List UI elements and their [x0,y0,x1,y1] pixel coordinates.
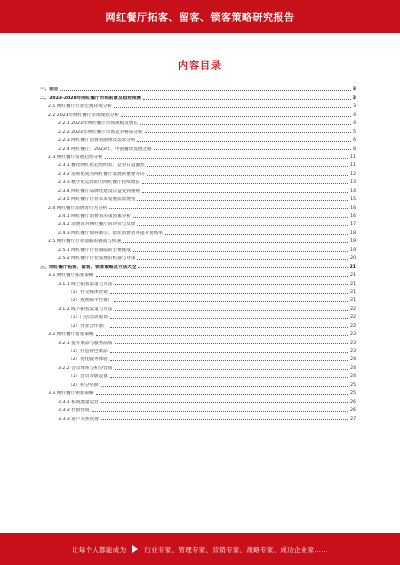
toc-entry-title: 2.3.4 网红餐厅品牌化建设日益受到重视 [58,188,141,194]
footer-slogan-right: 行业专家、管理专家、营销专家、战略专家、成功企业家…… [144,545,328,554]
toc-entry-title: 2.5.1 网红餐厅行业面临的主要挑战 [58,247,131,253]
toc-entry-title: 3.3.3 客户关系管理 [58,416,99,422]
toc-leader-dots [96,276,349,277]
toc-entry-title: 3.3 网红餐厅锁客策略 [48,391,94,397]
toc-entry-title: 2.4 网红餐厅消费者行为分析 [48,205,108,211]
toc-entry[interactable] [40,118,356,126]
toc-entry-title: 2.5.2 网红餐厅行业发展的机遇与对策 [58,256,136,262]
toc-entry-title: 2.4.1 网红餐厅消费者决策因素分析 [58,214,131,219]
toc-entry-page: 13 [350,180,356,186]
toc-entry-title: 3.2 网红餐厅留客策略 [48,332,94,338]
toc-entry-page: 4 [353,121,356,127]
toc-entry-page: 25 [350,391,356,397]
toc-leader-dots [154,149,351,150]
toc-leader-dots [101,419,348,420]
toc-leader-dots [121,116,351,117]
toc-leader-dots [110,360,348,361]
toc-entry-title: 3.1 网红餐厅拓客策略 [48,273,94,279]
toc-entry-title: 2.2.1 2023年网红餐厅市场规模及增长 [58,121,138,127]
toc-entry[interactable] [40,185,356,193]
toc-leader-dots [105,158,348,159]
toc-entry-title: 2.2.4 网红餐厅：2023年，中国餐饮发展之路 [58,146,152,152]
toc-entry[interactable] [40,211,356,219]
toc-entry-title: 2.2.2 2023年网红餐厅市场竞争格局分析 [58,129,143,135]
toc-entry-page: 6 [353,138,356,144]
toc-entry[interactable] [40,84,356,92]
toc-entry-page: 21 [349,264,356,270]
toc-leader-dots [133,251,348,252]
toc-entry-page: 19 [350,239,356,245]
toc-leader-dots [110,377,348,378]
toc-entry-page: 14 [350,188,356,194]
toc-entry-page: 27 [350,416,356,422]
toc-leader-dots [96,394,349,395]
toc-entry-page: 5 [353,129,356,135]
toc-entry[interactable] [40,346,356,354]
toc-entry-page: 3 [352,87,356,93]
toc-entry[interactable] [40,396,356,404]
toc-entry-title: 2.3 网红餐厅发展趋势分析 [48,154,103,160]
toc-leader-dots [145,132,352,133]
toc-leader-dots [101,402,348,403]
toc-leader-dots [147,175,348,176]
toc-entry-page: 21 [350,273,356,279]
toc-entry-page: 22 [350,306,356,312]
toc-entry[interactable] [40,160,356,168]
toc-entry-title: 2.2.3 网红餐厅消费者画像及需求分析 [58,138,136,144]
toc-entry[interactable] [40,337,356,345]
toc-entry-page: 11 [350,154,356,160]
toc-entry[interactable] [40,362,356,370]
toc-entry[interactable] [40,236,356,244]
toc-leader-dots [60,90,350,91]
toc-leader-dots [123,242,348,243]
toc-entry[interactable] [40,287,356,295]
toc-entry-title: 2.4.3 网红餐厅如何吸引、留住消费者并提升复购率 [58,230,164,236]
arrow-right-icon [132,545,138,553]
toc-entry-title: 2.3.1 餐饮网红化趋势明显，竞争日益激烈 [58,163,145,169]
toc-entry[interactable] [40,194,356,202]
toc-entry-title: 2.3.2 连锁化成为网红餐厅发展的重要方向 [58,171,145,177]
toc-entry-title: 3.2.2 会员体系与积分营销 [58,365,113,371]
toc-entry-title: 2.3.5 网红餐厅行业未来发展前景展望 [58,197,136,203]
toc-leader-dots [110,318,348,319]
toc-leader-dots [96,335,349,336]
toc-entry-page: 17 [350,222,356,228]
toc-entry[interactable] [40,227,356,235]
toc-entry-page: 24 [350,357,356,363]
toc-entry-page: 26 [350,399,356,405]
toc-entry-title: 3.1.1 线上拓客渠道与方法 [58,281,113,287]
toc-leader-dots [142,192,348,193]
toc-entry-page: 15 [350,197,356,203]
toc-entry-page: 23 [350,332,356,338]
toc-leader-dots [110,352,348,353]
toc-leader-dots [137,225,348,226]
toc-entry-page: 12 [350,171,356,177]
toc-entry-page: 16 [350,205,356,211]
toc-leader-dots [114,107,351,108]
toc-entry[interactable] [40,413,356,421]
toc-leader-dots [137,141,351,142]
toc-leader-dots [101,386,349,387]
toc-entry-page: 3 [353,104,356,110]
toc-entry[interactable] [40,329,356,337]
toc-entry[interactable] [40,270,356,278]
toc-entry-page: 24 [350,365,356,371]
toc-entry[interactable] [40,320,356,328]
toc-entry-title: 2.2 2023年网红餐厅市场现状分析 [48,112,119,118]
toc-entry-title: （1）会员等级设置 [68,374,108,380]
toc-entry-title: 3.3.1 私域流量运营 [58,399,99,405]
toc-leader-dots [147,166,348,167]
toc-entry[interactable] [40,253,356,261]
toc-leader-dots [115,369,349,370]
toc-leader-dots [110,327,348,328]
footer-slogan-left: 让每个人都能成为 [71,545,127,554]
toc-leader-dots [140,124,351,125]
toc-entry-title: （1）门店活动策划 [68,315,108,321]
toc-entry[interactable] [40,135,356,143]
toc-entry-title: （2）短视频平台推广 [68,298,113,304]
toc-entry-page: 23 [350,349,356,354]
toc-entry-title: 3.1.2 线下拓客渠道与方法 [58,306,113,312]
toc-entry[interactable] [40,177,356,185]
toc-entry[interactable] [40,371,356,379]
toc-entry[interactable] [40,354,356,362]
toc-entry[interactable] [40,202,356,210]
toc-entry-title: 2.1 网红餐厅行业宏观环境分析 [48,104,112,110]
toc-entry-title: （1）社交媒体营销 [68,289,108,295]
toc-entry-page: 8 [353,146,356,152]
toc-entry-page: 25 [350,382,356,388]
toc-entry-title: （1）打造特色菜品 [68,349,108,354]
toc-entry[interactable] [40,101,356,109]
toc-leader-dots [115,310,349,311]
toc-leader-dots [110,293,348,294]
toc-entry-page: 21 [350,281,356,287]
toc-entry[interactable] [40,388,356,396]
toc-entry[interactable] [40,244,356,252]
toc-entry[interactable] [40,379,356,387]
toc-entry-title: 2.5 网红餐厅行业面临的挑战与机遇 [48,239,122,245]
toc-leader-dots [137,259,348,260]
toc-entry-title: 一、前言 [40,87,59,93]
report-footer-banner [0,533,400,565]
table-of-contents [40,84,356,422]
report-header-banner [0,0,400,33]
toc-entry-page: 21 [350,289,356,295]
toc-entry[interactable] [40,109,356,117]
toc-entry[interactable] [40,303,356,311]
toc-entry-title: 3.2.1 提升菜品与服务品质 [58,340,113,346]
toc-leader-dots [114,301,348,302]
toc-entry-title: （2）积分奖励 [68,382,99,388]
toc-entry-page: 19 [350,247,356,253]
toc-entry-title: （2）异业合作推广 [68,323,108,329]
toc-entry-title: 三、网红餐厅拓客、留客、锁客策略及方法大全 [40,264,137,270]
toc-leader-dots [142,183,348,184]
toc-entry-page: 16 [350,214,356,219]
toc-entry[interactable] [40,405,356,413]
toc-entry[interactable] [40,219,356,227]
toc-entry-title: 2.3.3 数字化运营助力网红餐厅持续增长 [58,180,141,186]
toc-entry-page: 21 [350,298,356,304]
report-title: 网红餐厅拓客、留客、锁客策略研究报告 [105,13,295,24]
toc-entry[interactable] [40,312,356,320]
toc-entry-page: 22 [350,315,356,321]
toc-entry-page: 22 [350,323,356,329]
toc-entry-page: 11 [350,163,356,169]
toc-leader-dots [92,411,349,412]
toc-entry-page: 18 [350,230,356,236]
toc-leader-dots [137,200,348,201]
toc-entry[interactable] [40,152,356,160]
toc-leader-dots [165,234,348,235]
toc-leader-dots [143,99,351,100]
toc-leader-dots [115,284,349,285]
toc-leader-dots [109,208,348,209]
toc-leader-dots [133,217,348,218]
toc-entry-page: 3 [352,95,356,101]
toc-entry[interactable] [40,261,356,269]
toc-entry-page: 4 [353,112,356,118]
toc-entry-page: 20 [350,256,356,262]
toc-entry-title: 二、2023-2028年网红餐厅市场前景及趋势预测 [40,95,141,101]
toc-entry[interactable] [40,295,356,303]
toc-entry-page: 26 [350,408,356,414]
toc-entry[interactable] [40,168,356,176]
toc-leader-dots [115,343,349,344]
toc-entry[interactable] [40,126,356,134]
toc-entry-title: 2.4.2 消费者对网红餐厅的评价与反馈 [58,222,136,228]
toc-entry[interactable] [40,143,356,151]
toc-entry-title: （2）优化服务体验 [68,357,108,363]
toc-entry-title: 3.3.2 社群营销 [58,408,90,414]
toc-entry[interactable] [40,92,356,100]
toc-entry-page: 23 [350,340,356,346]
toc-entry-page: 24 [350,374,356,380]
toc-entry[interactable] [40,278,356,286]
toc-leader-dots [138,267,347,268]
toc-heading: 内容目录 [178,61,222,72]
